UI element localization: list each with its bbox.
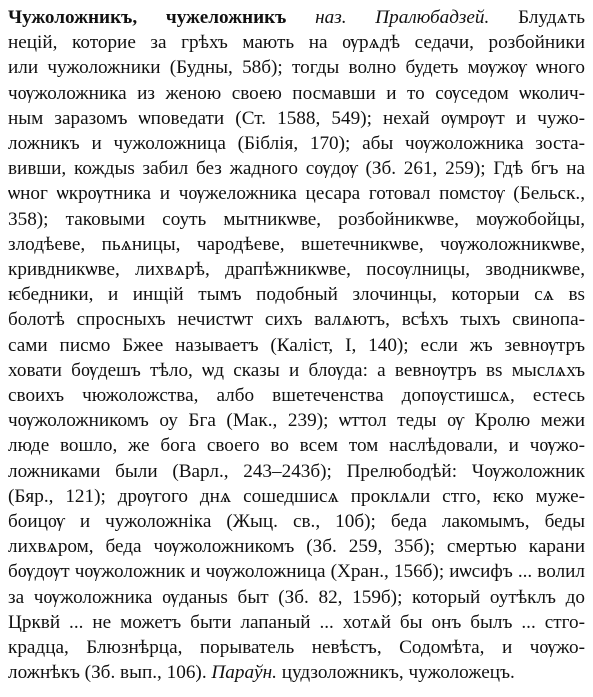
entry-line: или чужоложники (Будны, 58б); тогды волно будеть мѹжѹ ѡного <box>8 57 585 79</box>
entry-line: болотѣ спросныхъ нечистѡт сихъ валѧютъ, всѣхъ тыхъ свинопа- <box>8 309 585 331</box>
entry-crossref-label: Параўн. <box>211 662 277 684</box>
entry-final-line <box>8 660 585 685</box>
entry-line: кривдникѡве, лихвѧрѣ, драпѣжникѡве, посѹлницы, зводникѡве, <box>8 259 585 281</box>
entry-line: чѹжоложника из женою своею посмавши и то сѹседом ѡколич- <box>8 82 585 104</box>
entry-grammar-label: наз. <box>315 7 347 28</box>
entry-line: боицѹ и чужоложніка (Жыц. св., 10б); беда лакомымъ, беды <box>8 511 585 533</box>
entry-line: ѡног ѡкрѹтника и чѹжеложника цесара готовал помстѹ (Бельск., <box>8 183 585 205</box>
entry-line: злодѣеве, пьѧницы, чародѣеве, вшетечникѡве, чѹжоложникѡве, <box>8 233 585 255</box>
entry-line: 358); таковыми соуть мытникѡве, розбойникѡве, мѹжобойцы, <box>8 208 585 230</box>
entry-line: за чѹжоложника ѹданыѕ быт (Зб. 82, 159б); который оутѣклъ до <box>8 586 585 608</box>
entry-first-line <box>8 5 585 30</box>
entry-line: люде вошло, же бога своего во всем том наслѣдовали, и чѹжо- <box>8 435 585 457</box>
entry-line: вивши, кождыѕ забил без жадного сѹдѹ (Зб. 261, 259); Гдѣ бгъ на <box>8 158 585 180</box>
entry-line: нецій, которие за грѣхъ мають на ѹрѧдѣ седачи, розбойники <box>8 32 585 54</box>
entry-line: ложниками были (Варл., 243–243б); Прелюбодѣй: Чѹжоложник <box>8 460 585 482</box>
entry-line: ложникъ и чужоложница (Біблія, 170); абы чѹжоложника зоста- <box>8 133 585 155</box>
entry-line: лихвѧром, беда чѹжоложникомъ (Зб. 259, 35б); смертью карани <box>8 536 585 558</box>
entry-final-text: ложнѣкъ (Зб. вып., 106). <box>8 662 207 684</box>
entry-line: крадца, Блюзнѣрца, порыватель невѣстъ, Содомѣта, и чѹжо- <box>8 637 585 659</box>
entry-headword: Чужоложникъ, чужеложникъ <box>8 7 287 28</box>
entry-line: Црквй ... не можетъ быти лапаный ... хотѧй бы онъ былъ ... стго- <box>8 611 585 633</box>
entry-line-text: Блудѧть <box>518 7 585 28</box>
entry-label-source: Пралюбадзей. <box>375 7 490 28</box>
entry-line: (Бяр., 121); дрѹгого днѧ сошедшисѧ проклѧли стго, ѥко муже- <box>8 485 585 507</box>
entry-line: ным заразомъ ѡповедати (Ст. 1588, 549); нехай ѹмрѹт и чужо- <box>8 107 585 129</box>
entry-line: ѥбедники, и инщій тымъ подобный злочинцы, которыи сѧ вѕ <box>8 284 585 306</box>
entry-line: чѹжоложникомъ оу Бга (Мак., 239); ѡттол теды ѹ Кролю межи <box>8 410 585 432</box>
entry-line: своихъ чюжоложства, албо вшетеченства допѹстишсѧ, естесь <box>8 385 585 407</box>
entry-line: сами писмо Бжее называетъ (Каліст, I, 140); если жъ зевнѹтръ <box>8 334 585 356</box>
entry-crossref-text: цудзоложникъ, чужоложецъ. <box>281 662 515 684</box>
entry-line: ховати бѹдешъ тѣло, ѡд сказы и блѹда: а вевнѹтръ вѕ мыслѧхъ <box>8 359 585 381</box>
entry-line: бѹдѹт чѹжоложник и чѹжоложница (Хран., 156б); иѡсифъ ... волил <box>8 561 585 583</box>
